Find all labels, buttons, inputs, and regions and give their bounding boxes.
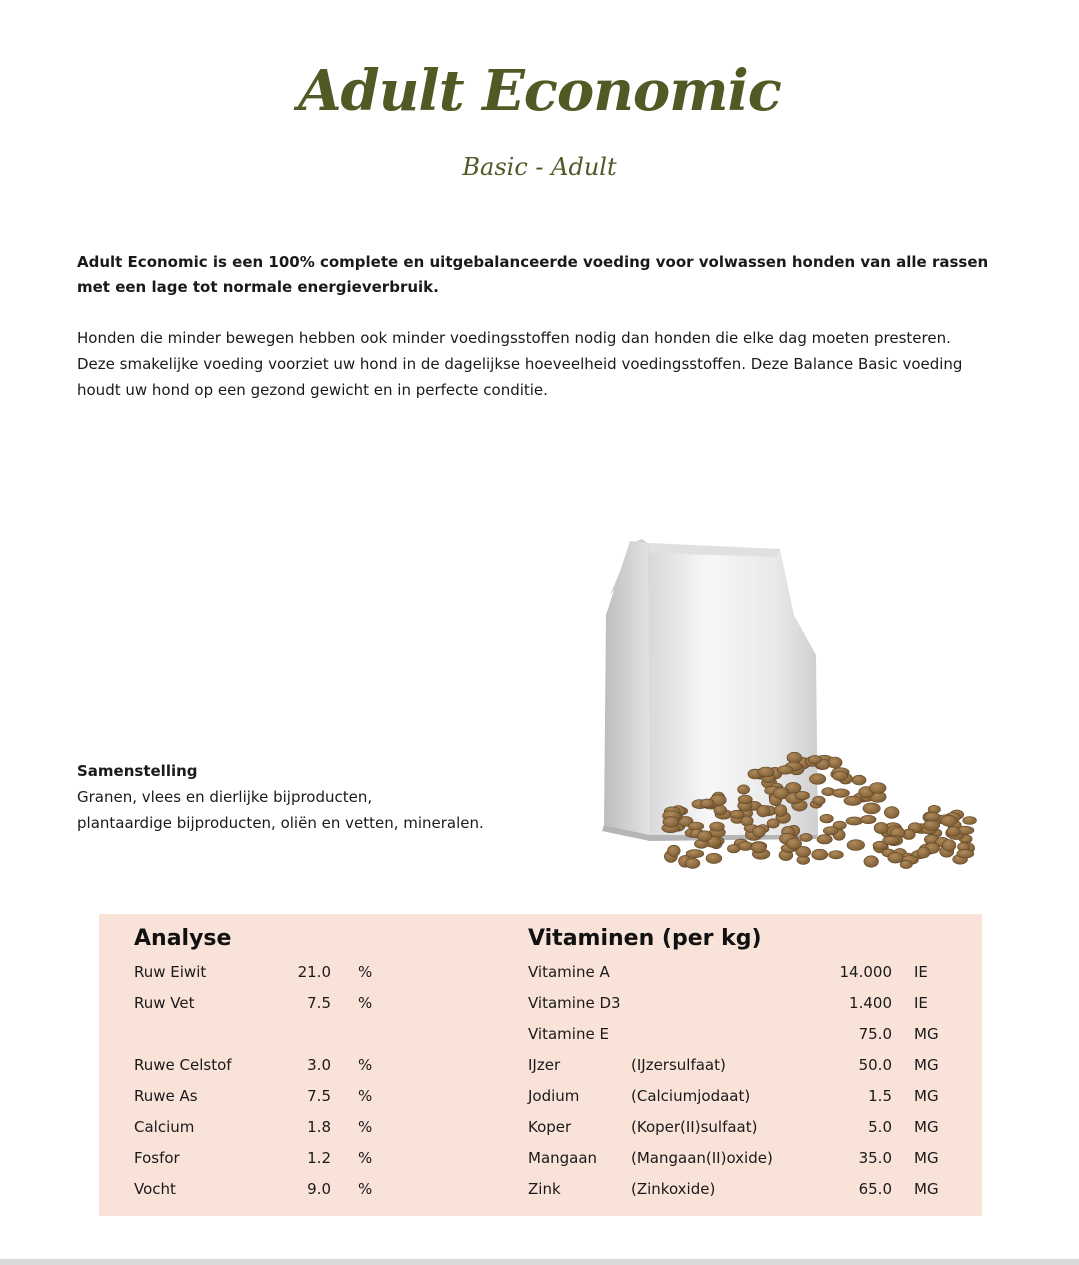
kibble-piece (706, 853, 722, 863)
kibble-piece (847, 840, 865, 851)
kibble-piece (928, 805, 940, 813)
kibble-piece (757, 805, 770, 817)
kibble-piece (942, 840, 956, 852)
vitamin-unit: IE (914, 963, 928, 981)
analysis-name: Ruwe Celstof (134, 1056, 232, 1074)
kibble-piece (808, 755, 821, 763)
kibble-piece (863, 803, 880, 814)
vitamin-source: (Mangaan(II)oxide) (631, 1149, 773, 1167)
kibble-piece (900, 860, 912, 868)
vitamin-value: 35.0 (858, 1149, 892, 1167)
analysis-unit: % (358, 1087, 373, 1105)
vitamin-value: 65.0 (858, 1180, 892, 1198)
composition-line: plantaardige bijproducten, oliën en vetten, mineralen. (77, 814, 484, 832)
composition-heading: Samenstelling (77, 762, 198, 780)
nutrition-panel (99, 914, 982, 1216)
description (77, 325, 997, 403)
kibble-piece (686, 850, 704, 858)
product-image (590, 535, 990, 880)
vitamin-name: Jodium (528, 1087, 580, 1105)
kibble-piece (874, 822, 888, 833)
description-line: houdt uw hond op een gezond gewicht en in perfecte conditie. (77, 381, 548, 399)
kibble-piece (697, 831, 712, 842)
vitamin-name: Mangaan (528, 1149, 598, 1167)
analysis-title: Analyse (134, 926, 232, 951)
kibble-piece (795, 791, 810, 800)
kibble-piece (817, 835, 832, 844)
kibble-piece (963, 817, 977, 825)
composition-line: Granen, vlees en dierlijke bijproducten, (77, 788, 373, 806)
kibble-piece (787, 752, 802, 763)
analysis-name: Ruwe As (134, 1087, 198, 1105)
vitamin-value: 1.5 (868, 1087, 892, 1105)
vitamin-unit: MG (914, 1025, 939, 1043)
vitamin-name: Vitamine A (528, 963, 610, 981)
intro-text: Adult Economic is een 100% complete en uitgebalanceerde voeding voor volwassen honden van alle rassen met een lage tot normale energieverbruik. (77, 253, 989, 296)
vitamin-source: (Calciumjodaat) (631, 1087, 751, 1105)
kibble-piece (738, 785, 750, 794)
kibble-piece (844, 796, 862, 805)
analysis-value: 7.5 (307, 994, 331, 1012)
kibble-piece (820, 814, 833, 823)
vitamin-unit: MG (914, 1087, 939, 1105)
analysis-name: Ruw Eiwit (134, 963, 207, 981)
analysis-value: 3.0 (307, 1056, 331, 1074)
analysis-name: Ruw Vet (134, 994, 195, 1012)
analysis-unit: % (358, 963, 373, 981)
vitamin-value: 75.0 (858, 1025, 892, 1043)
vitamin-unit: MG (914, 1180, 939, 1198)
analysis-name: Vocht (134, 1180, 176, 1198)
kibble-piece (800, 833, 813, 841)
kibble-piece (888, 852, 903, 863)
kibble-piece (957, 849, 974, 858)
vitamin-value: 5.0 (868, 1118, 892, 1136)
kibble-piece (787, 838, 802, 849)
analysis-unit: % (358, 1118, 373, 1136)
analysis-value: 1.8 (307, 1118, 331, 1136)
kibble-piece (832, 789, 849, 798)
kibble-piece (829, 851, 844, 859)
kibble-piece (758, 767, 774, 777)
vitamin-name: Vitamine D3 (528, 994, 621, 1012)
kibble-piece (663, 817, 679, 827)
page-divider (0, 1259, 1079, 1265)
analysis-value: 9.0 (307, 1180, 331, 1198)
kibble-piece (941, 815, 957, 826)
kibble-piece (924, 813, 940, 822)
vitamins-title: Vitaminen (per kg) (528, 926, 762, 951)
vitamin-name: Koper (528, 1118, 572, 1136)
kibble-piece (809, 774, 825, 785)
analysis-name: Calcium (134, 1118, 195, 1136)
kibble-piece (864, 856, 879, 867)
kibble-piece (775, 805, 787, 817)
description-line: Honden die minder bewegen hebben ook minder voedingsstoffen nodig dan honden die elke dag moeten presteren. (77, 329, 951, 347)
kibble-piece (767, 819, 779, 828)
kibble-piece (832, 771, 847, 781)
vitamin-value: 14.000 (839, 963, 892, 981)
kibble-piece (730, 810, 744, 818)
kibble-piece (700, 799, 714, 808)
description-line: Deze smakelijke voeding voorziet uw hond in de dagelijkse hoeveelheid voedingsstoffen. Deze Balance Basic voeding (77, 355, 963, 373)
kibble-piece (813, 796, 826, 805)
kibble-piece (917, 847, 930, 858)
kibble-piece (852, 775, 866, 785)
vitamin-value: 1.400 (849, 994, 892, 1012)
vitamin-source: (IJzersulfaat) (631, 1056, 726, 1074)
analysis-unit: % (358, 1180, 373, 1198)
kibble-piece (924, 820, 940, 831)
vitamin-name: Zink (528, 1180, 561, 1198)
analysis-value: 21.0 (297, 963, 331, 981)
kibble-piece (727, 844, 740, 853)
kibble-piece (823, 827, 838, 835)
kibble-piece (710, 822, 725, 831)
kibble-piece (869, 783, 886, 794)
kibble-piece (685, 858, 700, 868)
vitamin-name: Vitamine E (528, 1025, 609, 1043)
analysis-unit: % (358, 1056, 373, 1074)
vitamin-unit: MG (914, 1118, 939, 1136)
vitamin-unit: MG (914, 1149, 939, 1167)
vitamin-name: IJzer (528, 1056, 561, 1074)
analysis-unit: % (358, 994, 373, 1012)
analysis-name: Fosfor (134, 1149, 180, 1167)
kibble-piece (751, 842, 766, 853)
kibble-piece (753, 826, 766, 837)
vitamin-unit: IE (914, 994, 928, 1012)
page-title: Adult Economic (298, 58, 781, 124)
kibble-piece (714, 805, 727, 815)
kibble-piece (667, 845, 680, 856)
kibble-piece (846, 817, 863, 825)
analysis-unit: % (358, 1149, 373, 1167)
page-subtitle: Basic - Adult (462, 153, 617, 181)
kibble-piece (883, 836, 900, 845)
kibble-piece (738, 795, 752, 804)
kibble-piece (884, 807, 899, 819)
kibble-piece (861, 815, 877, 823)
analysis-value: 7.5 (307, 1087, 331, 1105)
vitamin-source: (Koper(II)sulfaat) (631, 1118, 758, 1136)
kibble-piece (778, 766, 794, 775)
vitamin-value: 50.0 (858, 1056, 892, 1074)
analysis-value: 1.2 (307, 1149, 331, 1167)
kibble-piece (812, 849, 828, 860)
kibble-piece (947, 827, 960, 837)
vitamin-source: (Zinkoxide) (631, 1180, 716, 1198)
vitamin-unit: MG (914, 1056, 939, 1074)
